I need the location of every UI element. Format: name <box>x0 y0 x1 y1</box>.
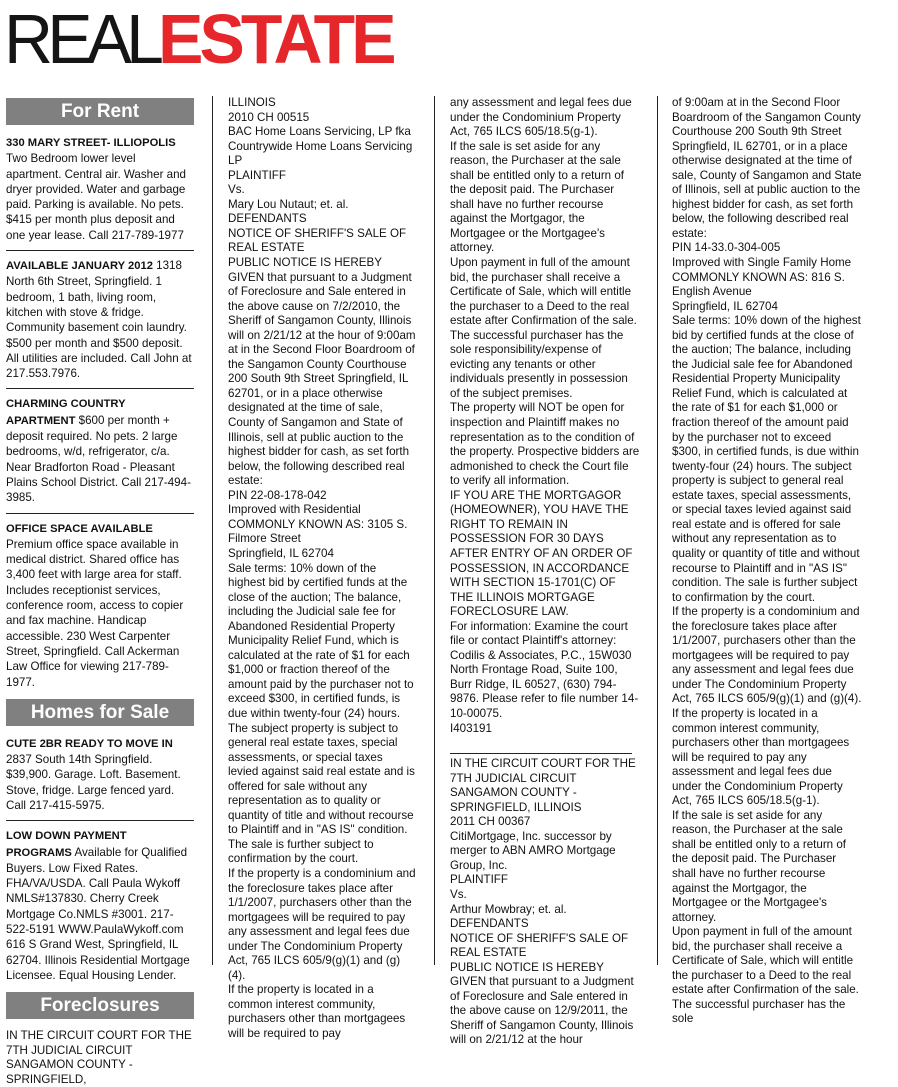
listing-body: Premium office space available in medical district. Shared office has 3,400 feet with large area for staff. Includes receptionist services, conference room, access to copier and fax machine. Handicap accessible. 230 West Carpenter Street, Springfield. Call Ackerman Law Office for viewing 217-789-1977. <box>6 537 184 689</box>
listing-body: $600 per month + deposit required. No pets. 2 large bedrooms, w/d, refrigerator, c/a. Near Bradforton Road - Pleasant Plains School District. Call 217-494-3985. <box>6 413 191 505</box>
masthead-title <box>4 0 393 80</box>
listing <box>6 736 194 821</box>
listing <box>6 258 194 389</box>
column-rule <box>434 96 435 965</box>
listing-title: CUTE 2BR READY TO MOVE IN <box>6 737 173 750</box>
masthead-real: REAL <box>4 0 159 78</box>
notice-divider <box>450 753 632 754</box>
masthead-estate: ESTATE <box>158 0 393 78</box>
listing <box>6 396 194 513</box>
column-4 <box>672 96 862 1026</box>
legal-notice-text: IN THE CIRCUIT COURT FOR THE 7TH JUDICIAL CIRCUIT SANGAMON COUNTY - SPRINGFIELD, ILLINOIS 2011 CH 00367 CitiMortgage, Inc. successor by merger to ABN AMRO Mortgage Group, Inc. PLAINTIFF Vs. Arthur Mowbray; et. al. DEFENDANTS NOTICE OF SHERIFF'S SALE OF REAL ESTATE PUBLIC NOTICE IS HEREBY GIVEN that pursuant to a Judgment of Foreclosure and Sale entered in the above cause on 12/9/2011, the Sheriff of Sangamon County, Illinois will on 2/21/12 at the hour <box>450 757 636 1047</box>
listing-title: 330 MARY STREET- ILLIOPOLIS <box>6 137 176 149</box>
listing <box>6 521 194 697</box>
listing-body: Available for Qualified Buyers. Low Fixed Rates. FHA/VA/USDA. Call Paula Wykoff NMLS#137830. Cherry Creek Mortgage Co.NMLS #3001. 217-522-5191 WWW.PaulaWykoff.com 616 S Grand West, Springfield, IL 62704. Illinois Residential Mortgage Licensee. Equal Housing Lender. <box>6 845 190 982</box>
section-header-homes-for-sale: Homes for Sale <box>6 699 194 726</box>
listing-title: LOW DOWN PAYMENT PROGRAMS <box>6 830 127 859</box>
legal-notice-text: IN THE CIRCUIT COURT FOR THE 7TH JUDICIAL CIRCUIT SANGAMON COUNTY - SPRINGFIELD, <box>6 1029 192 1086</box>
listing-title: OFFICE SPACE AVAILABLE <box>6 522 153 535</box>
column-rule <box>657 96 658 965</box>
listing <box>6 828 194 990</box>
listing-title: AVAILABLE JANUARY 2012 <box>6 260 153 273</box>
column-3 <box>450 96 640 1047</box>
column-2 <box>228 96 416 1040</box>
listing-body: 1318 North 6th Street, Springfield. 1 bedroom, 1 bath, living room, kitchen with stove & fridge. Community basement coin laundry. $500 per month and $500 deposit. All utilities are included. Call John at 217.553.7976. <box>6 259 192 381</box>
column-rule <box>212 96 213 965</box>
listing-body: Two Bedroom lower level apartment. Central air. Washer and dryer provided. Water and garbage paid. Parking is available. No pets. $415 per month plus deposit and one year lease. Call 217-789-1977 <box>6 152 187 242</box>
listing <box>6 135 194 251</box>
listing-title: CHARMING COUNTRY APARTMENT <box>6 398 126 427</box>
listing-body: 2837 South 14th Springfield. $39,900. Garage. Loft. Basement. Stove, fridge. Large fenced yard. Call 217-415-5975. <box>6 753 181 812</box>
legal-notice-text: any assessment and legal fees due under the Condominium Property Act, 765 ILCS 605/18.5(g-1). If the sale is set aside for any reason, the Purchaser at the sale shall be entitled only to a return of the deposit paid. The Purchaser shall have no further recourse against the Mortgagor, the Mortgagee or the Mortgagee's attorney. Upon payment in full of the amount bid, the purchaser shall receive a Certificate of Sale, which will entitle the purchaser to a Deed to the real estate after Confirmation of the sale. The successful purchaser has the sole responsibility/expense of evicting any tenants or other individuals presently in possession of the subject premises. The property will NOT be open for inspection and Plaintiff makes no representation as to the condition of the property. Prospective bidders are admonished to check the Court file to verify all information. IF YOU ARE THE MORTGAGOR (HOMEOWNER), YOU HAVE THE RIGHT TO REMAIN IN POSSESSION FOR 30 DAYS AFTER ENTRY OF AN ORDER OF POSSESSION, IN ACCORDANCE WITH SECTION 15-1701(C) OF THE ILLINOIS MORTGAGE FORECLOSURE LAW. For information: Examine the court file or contact Plaintiff's attorney: Codilis & Associates, P.C., 15W030 North Frontage Road, Suite 100, Burr Ridge, IL 60527, (630) 794-9876. Please refer to file number 14-10-00075. I403191 <box>450 96 640 735</box>
spacer <box>450 736 640 748</box>
column-1 <box>6 98 194 1086</box>
section-header-for-rent: For Rent <box>6 98 194 125</box>
legal-notice-text: ILLINOIS 2010 CH 00515 BAC Home Loans Servicing, LP fka Countrywide Home Loans Servicing LP PLAINTIFF Vs. Mary Lou Nutaut; et. al. DEFENDANTS NOTICE OF SHERIFF'S SALE OF REAL ESTATE PUBLIC NOTICE IS HEREBY GIVEN that pursuant to a Judgment of Foreclosure and Sale entered in the above cause on 7/2/2010, the Sheriff of Sangamon County, Illinois will on 2/21/12 at the hour of 9:00am at in the Second Floor Boardroom of the Sangamon County Courthouse 200 South 9th Street Springfield, IL 62701, or in a place otherwise designated at the time of sale, County of Sangamon and State of Illinois, sell at public auction to the highest bidder for cash, as set forth below, the following described real estate: PIN 22-08-178-042 Improved with Residential COMMONLY KNOWN AS: 3105 S. Filmore Street Springfield, IL 62704 Sale terms: 10% down of the highest bid by certified funds at the close of the auction; The balance, including the Judicial sale fee for Abandoned Residential Property Municipality Relief Fund, which is calculated at the rate of $1 for each $1,000 or fraction thereof of the amount paid by the purchaser not to exceed $300, in certified funds, is due within twenty-four (24) hours. The subject property is subject to general real estate taxes, special assessments, or special taxes levied against said real estate and is offered for sale without any representation as to quality or quantity of title and without recourse to Plaintiff and in "AS IS" condition. The sale is further subject to confirmation by the court. If the property is a condominium and the foreclosure takes place after 1/1/2007, purchasers other than the mortgagees will be required to pay any assessment and legal fees due under The Condominium Property Act, 765 ILCS 605/9(g)(1) and (g)(4). If the property is located in a common interest community, purchasers other than mortgagees will be required to pay <box>228 96 416 1040</box>
legal-notice-text: of 9:00am at in the Second Floor Boardroom of the Sangamon County Courthouse 200 South 9th Street Springfield, IL 62701, or in a place otherwise designated at the time of sale, County of Sangamon and State of Illinois, sell at public auction to the highest bidder for cash, as set forth below, the following described real estate: PIN 14-33.0-304-005 Improved with Single Family Home COMMONLY KNOWN AS: 816 S. English Avenue Springfield, IL 62704 Sale terms: 10% down of the highest bid by certified funds at the close of the auction; The balance, including the Judicial sale fee for Abandoned Residential Property Municipality Relief Fund, which is calculated at the rate of $1 for each $1,000 or fraction thereof of the amount paid by the purchaser not to exceed $300, in certified funds, is due within twenty-four (24) hours. The subject property is subject to general real estate taxes, special assessments, or special taxes levied against said real estate and is offered for sale without any representation as to quality or quantity of title and without recourse to Plaintiff and in "AS IS" condition. The sale is further subject to confirmation by the court. If the property is a condominium and the foreclosure takes place after 1/1/2007, purchasers other than the mortgagees will be required to pay any assessment and legal fees due under The Condominium Property Act, 765 ILCS 605/9(g)(1) and (g)(4). If the property is located in a common interest community, purchasers other than mortgagees will be required to pay any assessment and legal fees due under the Condominium Property Act, 765 ILCS 605/18.5(g-1). If the sale is set aside for any reason, the Purchaser at the sale shall be entitled only to a return of the deposit paid. The Purchaser shall have no further recourse against the Mortgagor, the Mortgagee or the Mortgagee's attorney. Upon payment in full of the amount bid, the purchaser shall receive a Certificate of Sale, which will entitle the purchaser to a Deed to the real estate after Confirmation of the sale. The successful purchaser has the sole <box>672 96 862 1026</box>
section-header-foreclosures: Foreclosures <box>6 992 194 1019</box>
